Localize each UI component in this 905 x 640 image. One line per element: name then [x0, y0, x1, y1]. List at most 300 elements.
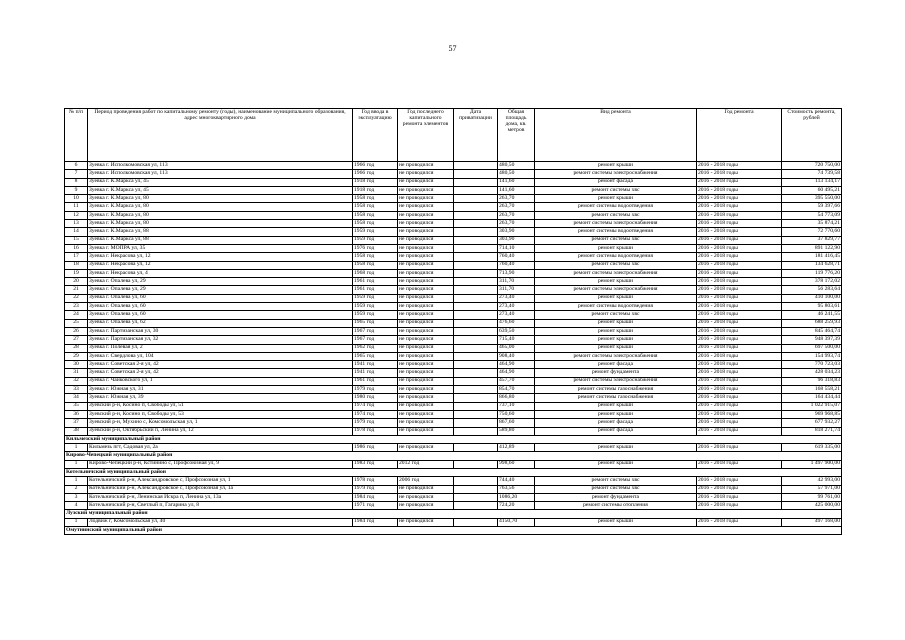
row-address: Зуевка г. Свердлова ул, 104: [88, 352, 353, 360]
row-number: 38: [65, 427, 88, 435]
row-last-repair: не проводился: [398, 269, 454, 277]
table-row: [65, 502, 842, 510]
row-commission-year: 1980 год: [353, 394, 398, 402]
row-privatization: [454, 311, 498, 319]
row-repair-period: 2016 - 2018 годы: [697, 485, 782, 493]
row-area: 311,70: [498, 286, 535, 294]
row-commission-year: 1978 год: [353, 477, 398, 485]
row-commission-year: 1941 год: [353, 361, 398, 369]
row-repair-period: 2016 - 2018 годы: [697, 327, 782, 335]
row-repair-period: 2016 - 2018 годы: [697, 220, 782, 228]
row-cost: 119 776,20: [782, 269, 842, 277]
row-number: 36: [65, 410, 88, 418]
header-last-repair: Год последнего капитального ремонта элементов: [398, 109, 454, 162]
row-cost: 428 034,23: [782, 369, 842, 377]
table-row: [65, 178, 842, 186]
row-repair-type: ремонт крыши: [535, 162, 697, 170]
row-repair-type: ремонт системы газоснабжения: [535, 394, 697, 402]
table-row: [65, 369, 842, 377]
row-repair-period: 2016 - 2018 годы: [697, 269, 782, 277]
row-number: 29: [65, 352, 88, 360]
row-number: 20: [65, 278, 88, 286]
row-address: Зуевка г. К.Маркса ул, 45: [88, 178, 353, 186]
row-area: 273,40: [498, 294, 535, 302]
row-commission-year: 1967 год: [353, 336, 398, 344]
row-repair-period: 2016 - 2018 годы: [697, 460, 782, 468]
row-area: 464,90: [498, 369, 535, 377]
table-row: [65, 518, 842, 526]
row-privatization: [454, 369, 498, 377]
row-last-repair: не проводился: [398, 186, 454, 194]
row-area: 760,40: [498, 261, 535, 269]
row-commission-year: 1958 год: [353, 261, 398, 269]
header-repair-period: Год ремонта: [697, 109, 782, 162]
row-last-repair: не проводился: [398, 377, 454, 385]
row-last-repair: не проводился: [398, 327, 454, 335]
row-repair-type: ремонт крыши: [535, 244, 697, 252]
row-area: 141,60: [498, 178, 535, 186]
row-area: 311,70: [498, 278, 535, 286]
row-number: 22: [65, 294, 88, 302]
row-area: 4150,70: [498, 518, 535, 526]
row-cost: 619 335,00: [782, 444, 842, 452]
row-commission-year: 1966 год: [353, 162, 398, 170]
row-commission-year: 1974 год: [353, 410, 398, 418]
row-address: Зуевка г. Некрасова ул, 12: [88, 261, 353, 269]
row-privatization: [454, 460, 498, 468]
row-commission-year: 1978 год: [353, 427, 398, 435]
row-commission-year: 1959 год: [353, 303, 398, 311]
row-repair-period: 2016 - 2018 годы: [697, 352, 782, 360]
row-commission-year: 1979 год: [353, 485, 398, 493]
row-privatization: [454, 344, 498, 352]
row-repair-period: 2016 - 2018 годы: [697, 261, 782, 269]
row-last-repair: не проводился: [398, 220, 454, 228]
row-privatization: [454, 319, 498, 327]
district-name: Кильмезский муниципальный район: [65, 435, 842, 443]
row-cost: 164 434,44: [782, 394, 842, 402]
row-area: 476,60: [498, 319, 535, 327]
row-repair-period: 2016 - 2018 годы: [697, 162, 782, 170]
row-address: Зуевка г. МОПРА ул, 35: [88, 244, 353, 252]
row-area: 263,70: [498, 195, 535, 203]
table-row: [65, 402, 842, 410]
header-cost: Стоимость ремонта, рублей: [782, 109, 842, 162]
row-repair-type: ремонт системы хвс: [535, 211, 697, 219]
row-repair-type: ремонт системы водоотведения: [535, 303, 697, 311]
row-cost: 54 773,09: [782, 211, 842, 219]
row-repair-type: ремонт системы водоотведения: [535, 253, 697, 261]
row-area: 303,90: [498, 236, 535, 244]
row-cost: 677 932,27: [782, 419, 842, 427]
table-row: [65, 269, 842, 277]
row-last-repair: не проводился: [398, 178, 454, 186]
row-cost: 818 271,74: [782, 427, 842, 435]
row-repair-period: 2016 - 2018 годы: [697, 377, 782, 385]
row-address: Зуевка г. Опалева ул, 60: [88, 303, 353, 311]
row-number: 17: [65, 253, 88, 261]
row-address: Зуевка г. Некрасова ул, 4: [88, 269, 353, 277]
row-privatization: [454, 211, 498, 219]
row-last-repair: не проводился: [398, 427, 454, 435]
row-cost: 57 971,00: [782, 485, 842, 493]
row-last-repair: не проводился: [398, 502, 454, 510]
row-repair-type: ремонт системы электроснабжения: [535, 286, 697, 294]
table-row: [65, 170, 842, 178]
row-address: Зуевка г. Исполкомовская ул, 113: [88, 162, 353, 170]
row-address: Зуевка г. К.Маркса ул, 80: [88, 220, 353, 228]
row-address: Зуевка г. Исполкомовская ул, 113: [88, 170, 353, 178]
row-number: 31: [65, 369, 88, 377]
row-number: 1: [65, 460, 88, 468]
table-row: [65, 220, 842, 228]
row-repair-period: 2016 - 2018 годы: [697, 170, 782, 178]
row-last-repair: 2006 год: [398, 477, 454, 485]
row-number: 24: [65, 311, 88, 319]
row-cost: 969 968,85: [782, 410, 842, 418]
row-cost: 35 874,21: [782, 220, 842, 228]
header-commission-year: Год ввода в эксплуатацию: [353, 109, 398, 162]
row-last-repair: не проводился: [398, 394, 454, 402]
row-cost: 181 416,45: [782, 253, 842, 261]
row-repair-type: ремонт фасада: [535, 178, 697, 186]
row-privatization: [454, 518, 498, 526]
row-cost: 378 172,02: [782, 278, 842, 286]
row-repair-type: ремонт системы отопления: [535, 502, 697, 510]
row-last-repair: не проводился: [398, 203, 454, 211]
row-commission-year: 1918 год: [353, 186, 398, 194]
district-row: [65, 468, 842, 476]
row-number: 34: [65, 394, 88, 402]
row-last-repair: не проводился: [398, 211, 454, 219]
header-num: № п/п: [65, 109, 88, 162]
row-area: 760,40: [498, 253, 535, 261]
row-last-repair: не проводился: [398, 311, 454, 319]
row-address: Зуевка г. К.Маркса ул, 80: [88, 211, 353, 219]
row-privatization: [454, 220, 498, 228]
row-commission-year: 1958 год: [353, 203, 398, 211]
row-privatization: [454, 386, 498, 394]
row-repair-type: ремонт системы электроснабжения: [535, 269, 697, 277]
header-repair-type: Вид ремонта: [535, 109, 697, 162]
table-row: [65, 211, 842, 219]
row-address: Зуевка г. К.Маркса ул, 80: [88, 195, 353, 203]
table-row: [65, 377, 842, 385]
row-commission-year: 1979 год: [353, 386, 398, 394]
row-area: 639,50: [498, 327, 535, 335]
row-privatization: [454, 336, 498, 344]
row-repair-type: ремонт крыши: [535, 518, 697, 526]
row-commission-year: 1986 год: [353, 444, 398, 452]
row-last-repair: не проводился: [398, 236, 454, 244]
row-last-repair: не проводился: [398, 253, 454, 261]
row-cost: 697 500,00: [782, 344, 842, 352]
row-commission-year: 1958 год: [353, 253, 398, 261]
row-repair-type: ремонт системы водоотведения: [535, 228, 697, 236]
row-area: 273,40: [498, 311, 535, 319]
row-area: 1086,20: [498, 493, 535, 501]
row-repair-type: ремонт крыши: [535, 319, 697, 327]
row-last-repair: не проводился: [398, 244, 454, 252]
row-last-repair: не проводился: [398, 319, 454, 327]
row-repair-period: 2016 - 2018 годы: [697, 427, 782, 435]
row-area: 465,00: [498, 344, 535, 352]
row-repair-type: ремонт системы электроснабжения: [535, 377, 697, 385]
row-privatization: [454, 327, 498, 335]
row-number: 18: [65, 261, 88, 269]
row-last-repair: не проводился: [398, 369, 454, 377]
table-row: [65, 162, 842, 170]
row-area: 724,20: [498, 502, 535, 510]
row-repair-type: ремонт системы хвс: [535, 186, 697, 194]
row-number: 12: [65, 211, 88, 219]
table-header-row: [65, 109, 842, 162]
district-name: Омутнинский муниципальный район: [65, 527, 842, 535]
row-commission-year: 1918 год: [353, 178, 398, 186]
district-name: Котельничский муниципальный район: [65, 468, 842, 476]
row-number: 10: [65, 195, 88, 203]
row-address: Котельничский р-н, Ленинская Искра п, Ленина ул, 13а: [88, 493, 353, 501]
row-number: 11: [65, 203, 88, 211]
row-cost: 1 022 915,07: [782, 402, 842, 410]
header-area: Общая площадь дома, кв. метров: [498, 109, 535, 162]
row-privatization: [454, 352, 498, 360]
table-row: [65, 394, 842, 402]
row-last-repair: не проводился: [398, 303, 454, 311]
row-commission-year: 1968 год: [353, 269, 398, 277]
row-privatization: [454, 502, 498, 510]
row-repair-period: 2016 - 2018 годы: [697, 361, 782, 369]
table-row: [65, 236, 842, 244]
row-last-repair: не проводился: [398, 444, 454, 452]
row-repair-type: ремонт фундамента: [535, 369, 697, 377]
table-row: [65, 336, 842, 344]
table-row: [65, 477, 842, 485]
row-cost: 497 168,00: [782, 518, 842, 526]
row-address: Зуевка г. К.Маркса ул, 80: [88, 203, 353, 211]
row-address: Кильмезь пгт, Садовая ул, 2а: [88, 444, 353, 452]
row-number: 1: [65, 477, 88, 485]
row-number: 30: [65, 361, 88, 369]
table-row: [65, 203, 842, 211]
row-area: 480,50: [498, 162, 535, 170]
row-address: Зуевка г. Советская 2-я ул, 42: [88, 361, 353, 369]
row-number: 33: [65, 386, 88, 394]
row-cost: 770 723,03: [782, 361, 842, 369]
table-row: [65, 186, 842, 194]
row-cost: 168 558,21: [782, 386, 842, 394]
row-area: 866,80: [498, 394, 535, 402]
row-number: 19: [65, 269, 88, 277]
row-number: 26: [65, 327, 88, 335]
row-cost: 42 993,00: [782, 477, 842, 485]
table-row: [65, 485, 842, 493]
row-address: Зуевка г. Партизанская ул, 32: [88, 336, 353, 344]
row-privatization: [454, 402, 498, 410]
row-repair-period: 2016 - 2018 годы: [697, 419, 782, 427]
row-number: 1: [65, 444, 88, 452]
row-repair-type: ремонт системы газоснабжения: [535, 386, 697, 394]
row-repair-period: 2016 - 2018 годы: [697, 344, 782, 352]
table-row: [65, 303, 842, 311]
row-repair-period: 2016 - 2018 годы: [697, 402, 782, 410]
row-area: 412,89: [498, 444, 535, 452]
row-repair-type: ремонт крыши: [535, 344, 697, 352]
row-cost: 95 803,61: [782, 303, 842, 311]
row-repair-period: 2016 - 2018 годы: [697, 178, 782, 186]
row-commission-year: 1984 год: [353, 493, 398, 501]
row-cost: 37 829,77: [782, 236, 842, 244]
row-repair-type: ремонт фундамента: [535, 493, 697, 501]
district-row: [65, 510, 842, 518]
row-repair-period: 2016 - 2018 годы: [697, 186, 782, 194]
header-privatization: Дата приватизации: [454, 109, 498, 162]
row-area: 141,60: [498, 186, 535, 194]
row-last-repair: не проводился: [398, 402, 454, 410]
row-area: 744,40: [498, 477, 535, 485]
row-repair-type: ремонт крыши: [535, 410, 697, 418]
row-area: 750,60: [498, 410, 535, 418]
row-commission-year: 1961 год: [353, 286, 398, 294]
row-cost: 395 550,00: [782, 195, 842, 203]
row-commission-year: 1983 год: [353, 460, 398, 468]
row-repair-period: 2016 - 2018 годы: [697, 228, 782, 236]
row-address: Зуевка г. Чайковского ул, 1: [88, 377, 353, 385]
row-address: Котельничский р-н, Александровское с, Профсоюзная ул, 1а: [88, 485, 353, 493]
row-repair-type: ремонт системы хвс: [535, 236, 697, 244]
row-privatization: [454, 195, 498, 203]
row-address: Зуевка г. Опалева ул, 62: [88, 319, 353, 327]
repair-schedule-table: [64, 108, 842, 535]
row-cost: 948 397,39: [782, 336, 842, 344]
row-address: Зуевка г. Некрасова ул, 12: [88, 253, 353, 261]
table-row: [65, 419, 842, 427]
row-privatization: [454, 203, 498, 211]
row-address: Котельничский р-н, Светлый п, Гагарина ул, 8: [88, 502, 353, 510]
row-last-repair: 2012 год: [398, 460, 454, 468]
row-repair-period: 2016 - 2018 годы: [697, 386, 782, 394]
row-address: Зуевка г. Партизанская ул, 30: [88, 327, 353, 335]
row-repair-period: 2016 - 2018 годы: [697, 336, 782, 344]
row-address: Зуевский р-н, Октябрьский п, Ленина ул, 12: [88, 427, 353, 435]
row-area: 854,70: [498, 386, 535, 394]
row-last-repair: не проводился: [398, 278, 454, 286]
row-address: Зуевка г. К.Маркса ул, 45: [88, 186, 353, 194]
row-repair-type: ремонт крыши: [535, 195, 697, 203]
row-commission-year: 1959 год: [353, 228, 398, 236]
district-row: [65, 435, 842, 443]
row-address: Зуевка г. Опалева ул, 29: [88, 278, 353, 286]
table-row: [65, 460, 842, 468]
row-commission-year: 1976 год: [353, 244, 398, 252]
row-address: Зуевка г. Опалева ул, 29: [88, 286, 353, 294]
row-area: 867,60: [498, 419, 535, 427]
row-commission-year: 1961 год: [353, 278, 398, 286]
row-last-repair: не проводился: [398, 361, 454, 369]
row-repair-type: ремонт системы электроснабжения: [535, 170, 697, 178]
row-address: Зуевка г. Южная ул, 39: [88, 394, 353, 402]
row-repair-type: ремонт системы хвс: [535, 261, 697, 269]
row-privatization: [454, 410, 498, 418]
row-repair-period: 2016 - 2018 годы: [697, 236, 782, 244]
table-row: [65, 410, 842, 418]
row-cost: 410 100,00: [782, 294, 842, 302]
row-area: 763,56: [498, 485, 535, 493]
row-address: Зуевский р-н, Косино п, Свободы ул, 53: [88, 410, 353, 418]
row-number: 35: [65, 402, 88, 410]
row-repair-period: 2016 - 2018 годы: [697, 410, 782, 418]
row-repair-type: ремонт фасада: [535, 361, 697, 369]
row-address: Зуевка г. К.Маркса ул, 88: [88, 228, 353, 236]
row-privatization: [454, 236, 498, 244]
row-commission-year: 1965 год: [353, 352, 398, 360]
row-repair-type: ремонт системы электроснабжения: [535, 352, 697, 360]
row-number: 37: [65, 419, 88, 427]
row-area: 263,70: [498, 220, 535, 228]
row-commission-year: 1958 год: [353, 195, 398, 203]
district-name: Лузский муниципальный район: [65, 510, 842, 518]
row-last-repair: не проводился: [398, 485, 454, 493]
row-privatization: [454, 303, 498, 311]
row-repair-type: ремонт крыши: [535, 460, 697, 468]
table-row: [65, 286, 842, 294]
table-row: [65, 278, 842, 286]
row-privatization: [454, 361, 498, 369]
row-repair-period: 2016 - 2018 годы: [697, 394, 782, 402]
district-name: Кирово-Чепецкий муниципальный район: [65, 452, 842, 460]
row-last-repair: не проводился: [398, 493, 454, 501]
row-address: Зуевка г. Полевая ул, 2: [88, 344, 353, 352]
row-privatization: [454, 261, 498, 269]
row-repair-type: ремонт фасада: [535, 419, 697, 427]
row-privatization: [454, 377, 498, 385]
row-privatization: [454, 244, 498, 252]
row-commission-year: 1961 год: [353, 377, 398, 385]
row-repair-period: 2016 - 2018 годы: [697, 502, 782, 510]
row-area: 715,40: [498, 336, 535, 344]
row-repair-type: ремонт крыши: [535, 444, 697, 452]
row-number: 16: [65, 244, 88, 252]
row-repair-period: 2016 - 2018 годы: [697, 278, 782, 286]
row-repair-period: 2016 - 2018 годы: [697, 294, 782, 302]
row-number: 27: [65, 336, 88, 344]
row-privatization: [454, 294, 498, 302]
row-last-repair: не проводился: [398, 286, 454, 294]
row-number: 14: [65, 228, 88, 236]
row-last-repair: не проводился: [398, 410, 454, 418]
row-number: 8: [65, 178, 88, 186]
table-row: [65, 261, 842, 269]
row-number: 15: [65, 236, 88, 244]
row-commission-year: 1962 год: [353, 344, 398, 352]
row-address: Зуевский р-н, Косино п, Свободы ул, 51: [88, 402, 353, 410]
row-address: Зуевский р-н, Мухино с, Комсомольская ул, 1: [88, 419, 353, 427]
table-row: [65, 344, 842, 352]
row-address: Зуевка г. Южная ул, 31: [88, 386, 353, 394]
row-repair-period: 2016 - 2018 годы: [697, 444, 782, 452]
row-commission-year: 1959 год: [353, 311, 398, 319]
district-row: [65, 452, 842, 460]
row-cost: 74 739,58: [782, 170, 842, 178]
row-area: 464,90: [498, 361, 535, 369]
row-address: Зуевка г. Опалева ул, 60: [88, 294, 353, 302]
row-repair-period: 2016 - 2018 годы: [697, 253, 782, 261]
table-row: [65, 444, 842, 452]
row-number: 23: [65, 303, 88, 311]
row-privatization: [454, 278, 498, 286]
row-cost: 134 628,71: [782, 261, 842, 269]
table-row: [65, 493, 842, 501]
